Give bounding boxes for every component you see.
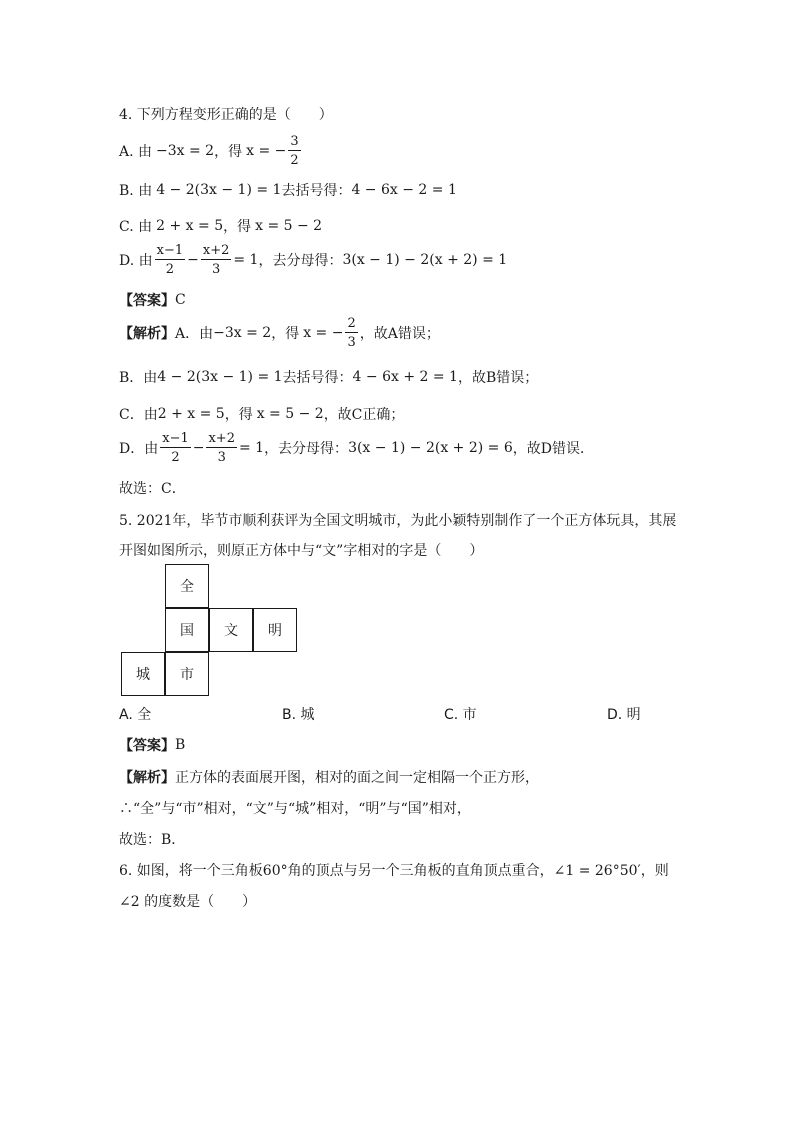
q4-analysis-d-fraction-2: $\frac{x+2}{3}$ bbox=[208, 431, 235, 465]
q4-analysis-a: 【解析】 A．由 −3x = 2 ，得 x = − $\frac{2}{3}$ ，故A错误； bbox=[119, 316, 440, 350]
q4-option-a: A. 由 −3x = 2 ，得 x = − $\frac{3}{2}$ bbox=[119, 134, 299, 168]
q4-analysis-d: D．由 $\frac{x-1}{2}$ − $\frac{x+2}{3}$ = 1 ，去分母得： 3(x − 1) − 2(x + 2) = 6 ，故D错误． bbox=[119, 431, 594, 465]
q4-c-result: x = 5 − 2 bbox=[255, 218, 323, 234]
q5-stem-line2: 开图如图所示，则原正方体中与“文”字相对的字是（ ） bbox=[119, 543, 484, 559]
q4-d-fraction-1: $\frac{x-1}{2}$ bbox=[156, 243, 184, 277]
q5-conclusion: 故选：B． bbox=[119, 832, 186, 848]
net-cell-quan: 全 bbox=[165, 564, 209, 608]
q4-b-equation: 4 − 2(3x − 1) = 1 bbox=[156, 182, 282, 198]
q4-a-equation: −3x = 2 bbox=[156, 143, 215, 159]
q4-analysis-d-fraction-1: $\frac{x-1}{2}$ bbox=[162, 431, 189, 465]
q4-c-equation: 2 + x = 5 bbox=[156, 218, 224, 234]
q4-d-result: 3(x − 1) − 2(x + 2) = 1 bbox=[342, 252, 508, 268]
q5-option-a: A. 全 bbox=[119, 707, 152, 723]
net-cell-cheng: 城 bbox=[121, 652, 165, 696]
net-cell-wen: 文 bbox=[209, 608, 253, 652]
q4-b-result: 4 − 6x − 2 = 1 bbox=[351, 182, 457, 198]
q4-option-c: C. 由 2 + x = 5 ，得 x = 5 − 2 bbox=[119, 218, 323, 235]
q5-analysis-line2: ∴“全”与“市”相对，“文”与“城”相对，“明”与“国”相对， bbox=[119, 801, 471, 817]
net-cell-ming: 明 bbox=[253, 608, 297, 652]
q6-stem-line2: ∠2 的度数是（ ） bbox=[119, 894, 257, 910]
q6-stem-line1: 6. 如图，将一个三角板60°角的顶点与另一个三角板的直角顶点重合，∠1 = 26°50′，则 bbox=[119, 863, 669, 879]
q4-d-fraction-2: $\frac{x+2}{3}$ bbox=[202, 243, 230, 277]
q5-stem-line1: 5. 2021年，毕节市顺利获评为全国文明城市，为此小颖特别制作了一个正方体玩具，其展 bbox=[119, 513, 677, 529]
net-cell-shi: 市 bbox=[165, 652, 209, 696]
q5-answer: 【答案】 B bbox=[119, 737, 186, 754]
q5-analysis: 【解析】 正方体的表面展开图，相对的面之间一定相隔一个正方形， bbox=[119, 770, 539, 786]
q4-analysis-c: C．由 2 + x = 5 ，得 x = 5 − 2 ，故C正确； bbox=[119, 406, 405, 423]
q5-option-b: B. 城 bbox=[282, 707, 315, 723]
q4-stem: 4. 下列方程变形正确的是（ ） bbox=[119, 107, 333, 123]
q4-analysis-b: B．由 4 − 2(3x − 1) = 1 去括号得： 4 − 6x + 2 = 1 ，故B错误； bbox=[119, 369, 539, 386]
q4-option-b: B. 由 4 − 2(3x − 1) = 1 去括号得： 4 − 6x − 2 = 1 bbox=[119, 182, 457, 199]
q4-conclusion: 故选：C． bbox=[119, 481, 186, 497]
q5-option-c: C. 市 bbox=[444, 707, 477, 723]
q4-a-fraction: $\frac{3}{2}$ bbox=[290, 134, 299, 168]
q4-option-d: D. 由 $\frac{x-1}{2}$ − $\frac{x+2}{3}$ = 1 ，去分母得： 3(x − 1) − 2(x + 2) = 1 bbox=[119, 243, 508, 277]
q5-option-d: D. 明 bbox=[607, 707, 641, 723]
net-cell-guo: 国 bbox=[165, 608, 209, 652]
q4-a-result: x = − bbox=[246, 143, 287, 159]
q4-answer: 【答案】 C bbox=[119, 292, 186, 309]
q4-analysis-a-fraction: $\frac{2}{3}$ bbox=[347, 316, 356, 350]
